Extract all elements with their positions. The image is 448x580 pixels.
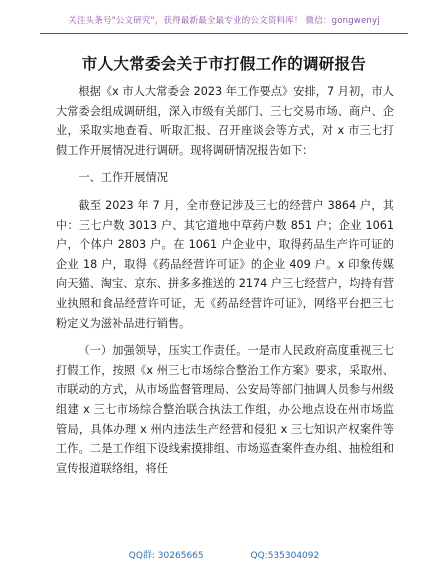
intro-paragraph: 根据《x 市人大常委会 2023 年工作要点》安排，7 月初，市人大常委会组成调研组，深入市级有关部门、三七交易市场、商户、企业，采取实地查看、听取汇报、召开座谈会等方式，对 x 市三七打假工作开展情况进行调研。现将调研情况报告如下： [56,85,394,157]
page-title: 市人大常委会关于市打假工作的调研报告 [81,55,367,73]
footer-qq: QQ:535304092 [250,551,320,561]
leadership-paragraph: （一）加强领导，压实工作责任。一是市人民政府高度重视三七打假工作，按照《x 州三七市场综合整治工作方案》要求，采取州、市联动的方式，从市场监督管理局、公安局等部门抽调人员参与州级组建 x 三七市场综合整治联合执法工作组，办公地点设在州市场监管局，具体办理 x 州内违法生产经营和侵犯 x 三七知识产权案件等工作。二是工作组下设线索摸排组、市场巡查案件查办组、抽检组和宣传报道联络组，将任 [56,344,394,475]
header-divider [40,33,408,34]
document-body [56,82,394,478]
footer-qq-group: QQ群: 30265665 [128,551,204,561]
section-heading: 一、工作开展情况 [78,171,168,185]
statistics-paragraph: 截至 2023 年 7 月，全市登记涉及三七的经营户 3864 户，其中：三七户数 3013 户、其它道地中草药户数 851 户；企业 1061 户，个体户 2803 户。在 1061 户企业中，取得药品生产许可证的企业 18 户，取得《药品经营许可证》的企业 409 户。x 印象传媒向天猫、淘宝、京东、拼多多推送的 2174 户三七经营户，均持有营业执照和食品经营许可证，无《药品经营许可证》，网络平台把三七粉定义为滋补品进行销售。 [56,198,394,330]
header-banner: 关注头条号"公文研究"，获得最新最全最专业的公文资料库！ 微信：gongwenyj [68,16,380,26]
footer [0,548,448,561]
